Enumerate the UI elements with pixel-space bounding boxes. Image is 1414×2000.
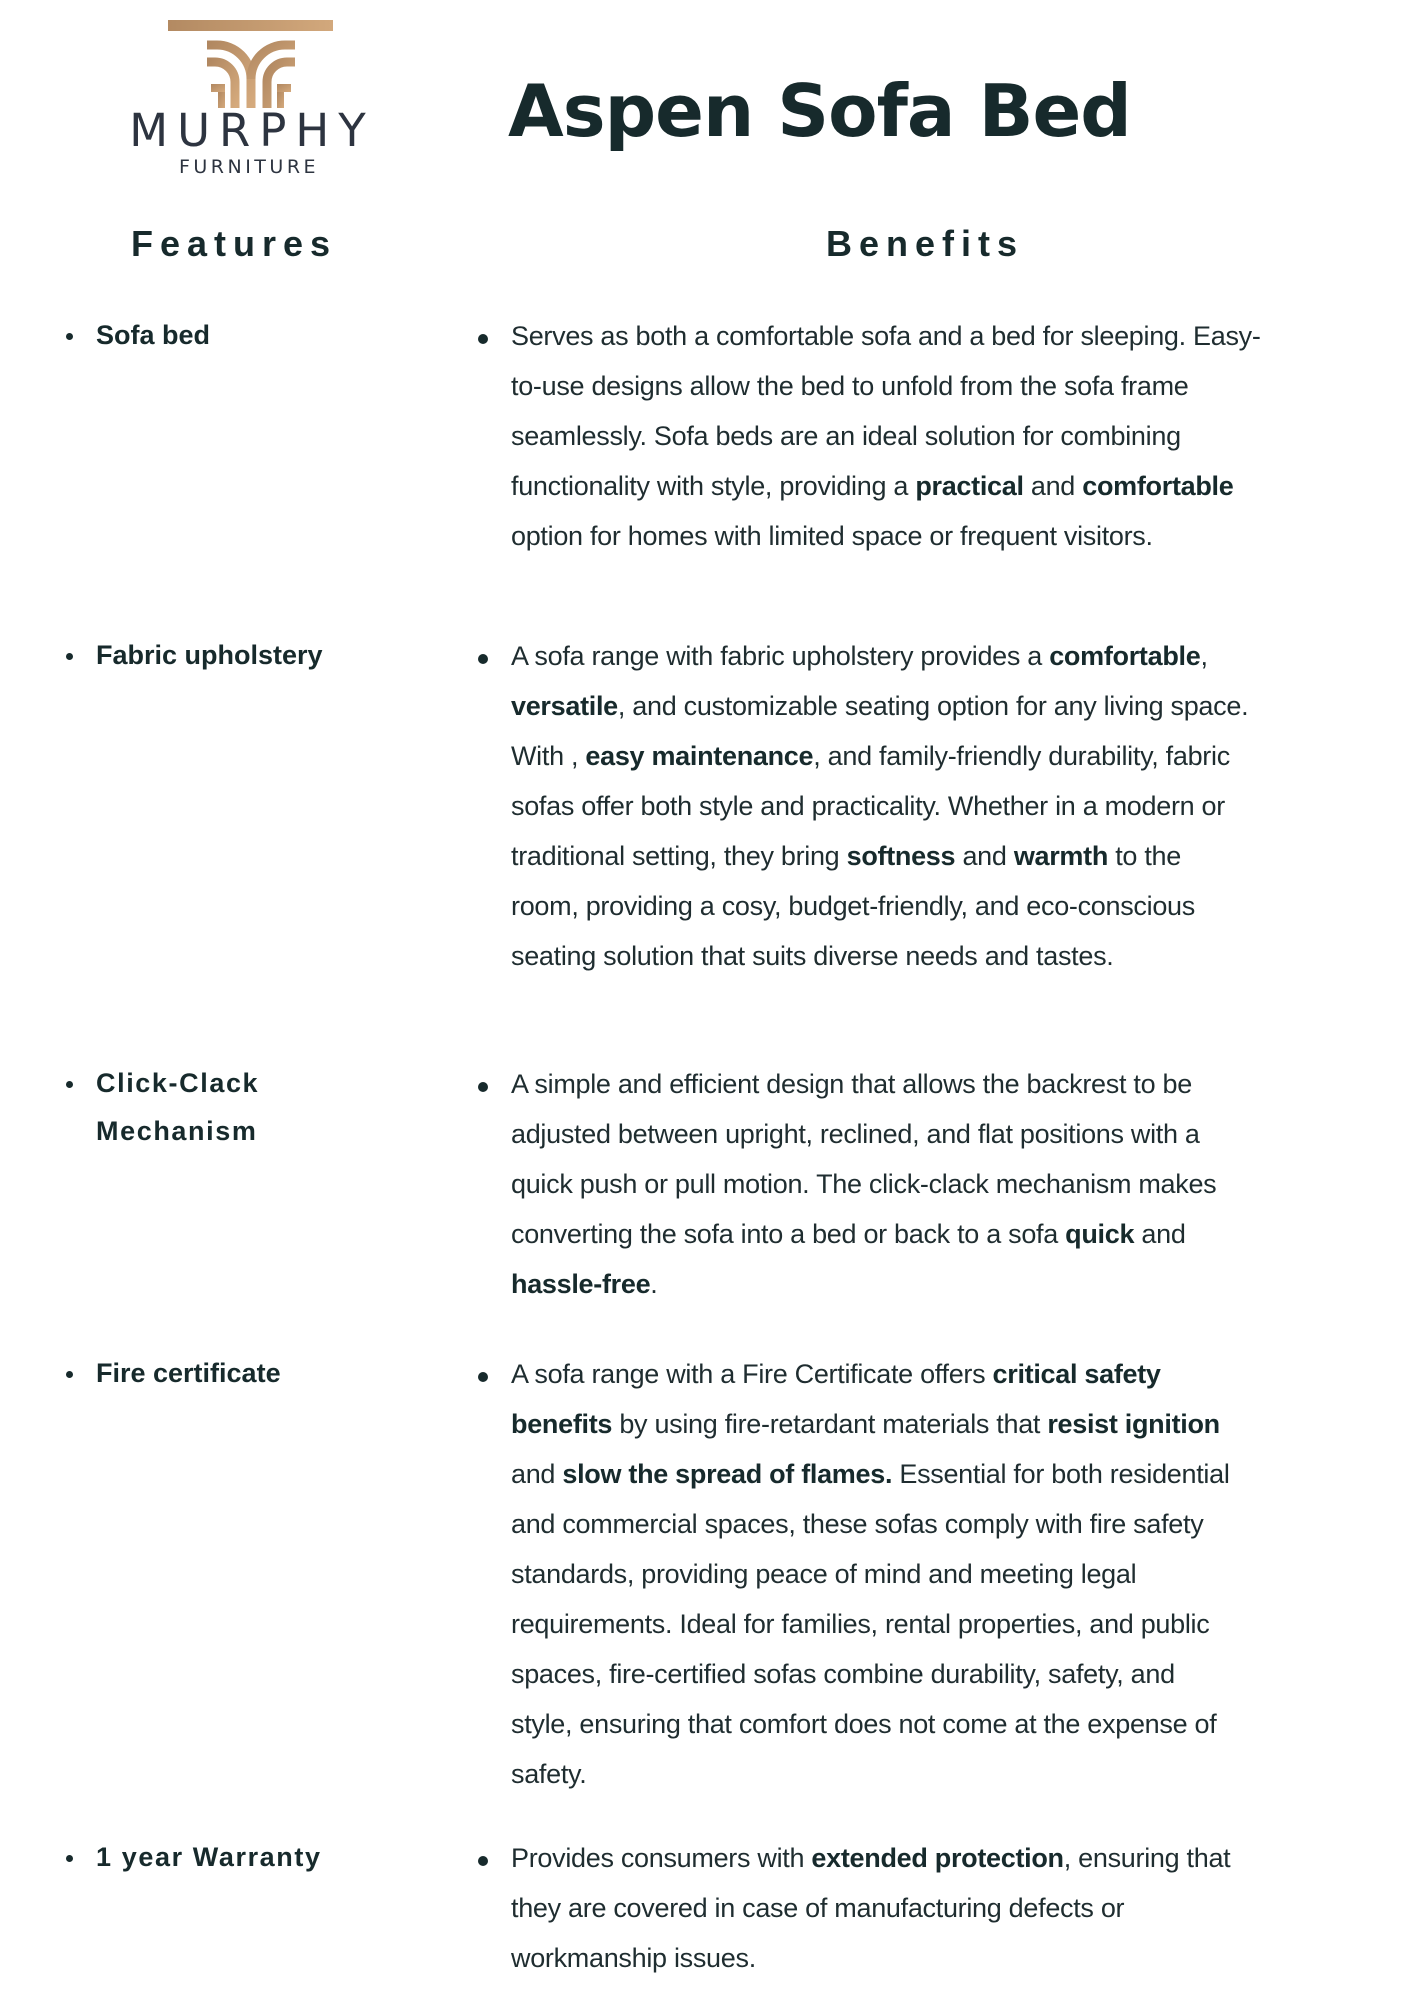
text-run: A sofa range with fabric upholstery provides a <box>511 641 1050 671</box>
text-run: to the <box>1108 841 1181 871</box>
text-run: to-use designs allow the bed to unfold from the sofa frame <box>511 371 1189 401</box>
benefit-text-line <box>511 831 1391 881</box>
text-run: , ensuring that <box>1063 1843 1231 1873</box>
bullet-icon <box>478 1372 488 1382</box>
benefit-text-line <box>511 1349 1391 1399</box>
emphasis-text: practical <box>915 471 1024 501</box>
text-run: room, providing a cosy, budget-friendly, and eco-conscious <box>511 891 1195 921</box>
text-run: and commercial spaces, these sofas comply with fire safety <box>511 1509 1204 1539</box>
emphasis-text: versatile <box>511 691 618 721</box>
bullet-icon <box>66 333 73 340</box>
benefit-text-line <box>511 1749 1391 1799</box>
logo-top-bar <box>168 20 333 31</box>
benefits-column-header: Benefits <box>826 223 1025 264</box>
emphasis-text: benefits <box>511 1409 613 1439</box>
benefit-text-line <box>511 1059 1391 1109</box>
benefit-text-line <box>511 1449 1391 1499</box>
text-run: Provides consumers with <box>511 1843 812 1873</box>
text-run: , and family-friendly durability, fabric <box>813 741 1230 771</box>
benefit-text-line <box>511 311 1391 361</box>
emphasis-text: quick <box>1065 1219 1135 1249</box>
benefit-text-line <box>511 1883 1391 1933</box>
text-run: seamlessly. Sofa beds are an ideal solution for combining <box>511 421 1181 451</box>
text-run: option for homes with limited space or frequent visitors. <box>511 521 1153 551</box>
benefit-text-line <box>511 1259 1391 1309</box>
text-run: A sofa range with a Fire Certificate offers <box>511 1359 993 1389</box>
text-run: quick push or pull motion. The click-clack mechanism makes <box>511 1169 1217 1199</box>
text-run: , <box>1200 641 1208 671</box>
benefit-text-line <box>511 1399 1391 1449</box>
emphasis-text: resist ignition <box>1047 1409 1220 1439</box>
text-run: . <box>650 1269 658 1299</box>
text-run: , and customizable seating option for any living space. <box>617 691 1249 721</box>
logo-arch-mark-icon <box>203 40 299 108</box>
bullet-icon <box>66 1371 73 1378</box>
benefit-text-line <box>511 1499 1391 1549</box>
benefit-text <box>511 1833 1391 1983</box>
feature-label: Fire certificate <box>96 1358 281 1388</box>
text-run: workmanship issues. <box>511 1943 756 1973</box>
text-run: and <box>955 841 1014 871</box>
feature-label-line: Click-Clack <box>96 1068 260 1098</box>
bullet-icon <box>478 334 488 344</box>
emphasis-text: critical safety <box>992 1359 1161 1389</box>
text-run: Serves as both a comfortable sofa and a bed for sleeping. Easy- <box>511 321 1261 351</box>
page-title: Aspen Sofa Bed <box>508 69 1131 153</box>
benefit-text-line <box>511 931 1391 981</box>
text-run: and <box>511 1459 563 1489</box>
benefit-text-line <box>511 631 1391 681</box>
text-run: traditional setting, they bring <box>511 841 847 871</box>
feature-label-line: Mechanism <box>96 1116 258 1146</box>
text-run: spaces, fire-certified sofas combine durability, safety, and <box>511 1659 1175 1689</box>
emphasis-text: extended protection <box>811 1843 1064 1873</box>
text-run: safety. <box>511 1759 587 1789</box>
benefit-text-line <box>511 731 1391 781</box>
emphasis-text: hassle-free <box>511 1269 651 1299</box>
bullet-icon <box>66 653 73 660</box>
benefit-text-line <box>511 681 1391 731</box>
brand-logo <box>110 14 385 179</box>
benefit-text-line <box>511 461 1391 511</box>
feature-label: Fabric upholstery <box>96 640 323 670</box>
benefit-text-line <box>511 1933 1391 1983</box>
benefit-text <box>511 311 1391 561</box>
benefit-text <box>511 1059 1391 1309</box>
text-run: A simple and efficient design that allows the backrest to be <box>511 1069 1192 1099</box>
bullet-icon <box>66 1855 73 1862</box>
benefit-text-line <box>511 1699 1391 1749</box>
text-run: and <box>1134 1219 1186 1249</box>
emphasis-text: easy maintenance <box>585 741 814 771</box>
benefit-text-line <box>511 1109 1391 1159</box>
benefit-text-line <box>511 781 1391 831</box>
feature-label: Sofa bed <box>96 320 211 350</box>
bullet-icon <box>478 1856 488 1866</box>
text-run: and <box>1023 471 1083 501</box>
text-run: standards, providing peace of mind and meeting legal <box>511 1559 1137 1589</box>
benefit-text-line <box>511 1159 1391 1209</box>
benefit-text-line <box>511 1599 1391 1649</box>
text-run: style, ensuring that comfort does not come at the expense of <box>511 1709 1217 1739</box>
benefit-text-line <box>511 1833 1391 1883</box>
emphasis-text: softness <box>846 841 956 871</box>
text-run: they are covered in case of manufacturing defects or <box>511 1893 1125 1923</box>
text-run: With , <box>511 741 586 771</box>
text-run: adjusted between upright, reclined, and flat positions with a <box>511 1119 1200 1149</box>
emphasis-text: comfortable <box>1049 641 1201 671</box>
benefit-text-line <box>511 1649 1391 1699</box>
brand-subtitle: FURNITURE <box>178 156 320 178</box>
emphasis-text: warmth <box>1013 841 1109 871</box>
text-run: seating solution that suits diverse needs and tastes. <box>511 941 1114 971</box>
emphasis-text: comfortable <box>1082 471 1234 501</box>
benefit-text-line <box>511 1209 1391 1259</box>
benefit-text <box>511 631 1391 981</box>
brand-name: MURPHY <box>129 104 375 157</box>
text-run: converting the sofa into a bed or back to a sofa <box>511 1219 1066 1249</box>
text-run: Essential for both residential <box>892 1459 1230 1489</box>
text-run: sofas offer both style and practicality. Whether in a modern or <box>511 791 1225 821</box>
feature-label: 1 year Warranty <box>96 1842 322 1872</box>
features-column-header: Features <box>131 223 338 264</box>
benefit-text-line <box>511 1549 1391 1599</box>
text-run: requirements. Ideal for families, rental properties, and public <box>511 1609 1210 1639</box>
text-run: functionality with style, providing a <box>511 471 916 501</box>
benefit-text-line <box>511 411 1391 461</box>
bullet-icon <box>478 654 488 664</box>
benefit-text-line <box>511 361 1391 411</box>
feature-label <box>96 1059 396 1155</box>
benefit-text <box>511 1349 1391 1799</box>
text-run: by using fire-retardant materials that <box>612 1409 1048 1439</box>
bullet-icon <box>66 1081 73 1088</box>
emphasis-text: slow the spread of flames. <box>562 1459 893 1489</box>
bullet-icon <box>478 1082 488 1092</box>
benefit-text-line <box>511 881 1391 931</box>
benefit-text-line <box>511 511 1391 561</box>
